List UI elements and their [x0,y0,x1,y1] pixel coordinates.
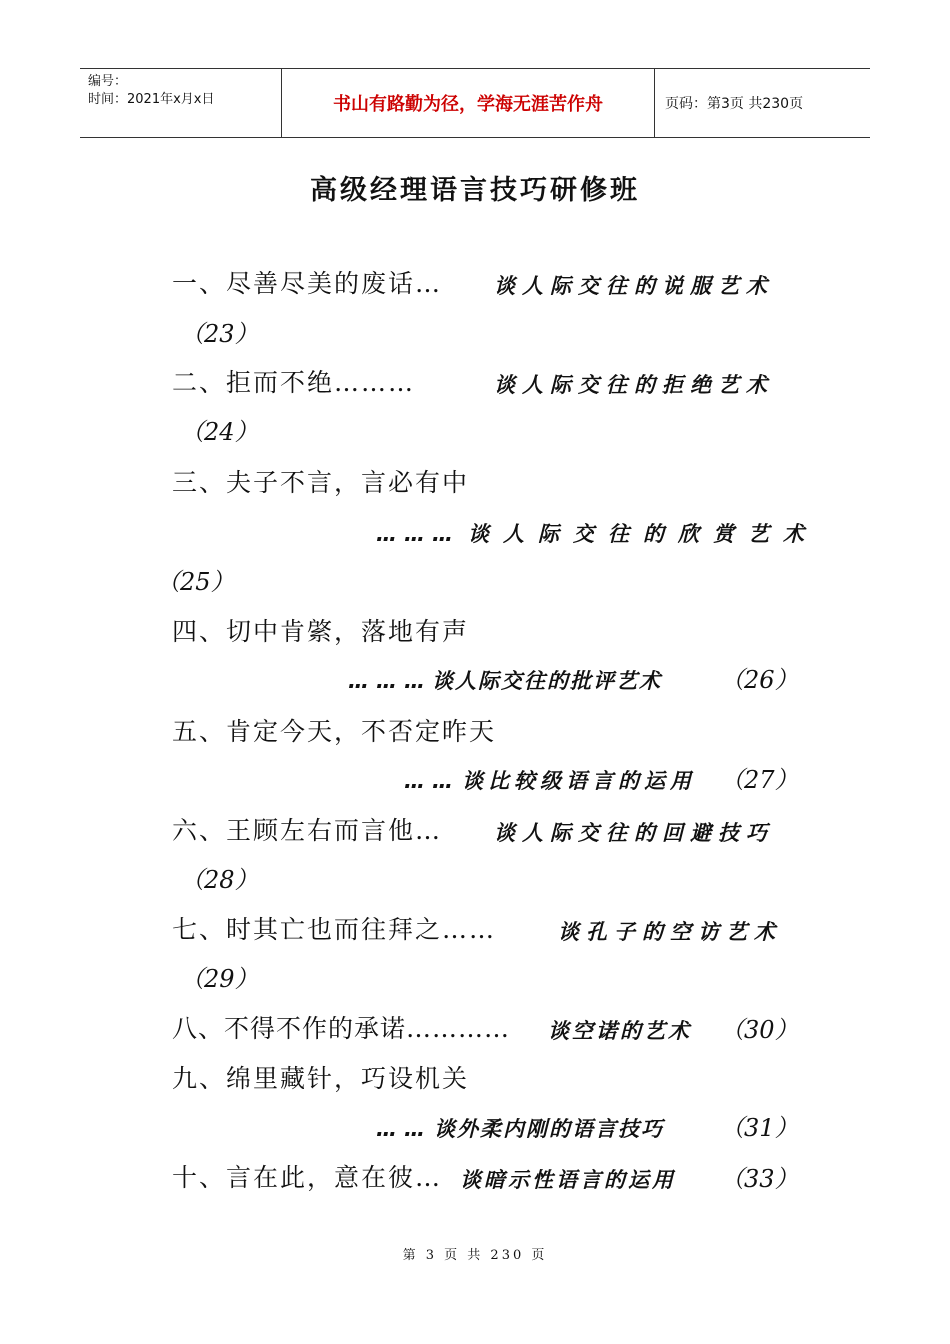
toc-item-5-lead: …… [404,769,460,793]
toc-item-3-page: （25） [156,568,235,596]
header-meta [80,69,282,137]
toc-item-5-sub: 谈比较级语言的运用 [462,769,696,793]
toc-item-10-sub: 谈暗示性语言的运用 [460,1168,676,1192]
toc-item-3-main: 三、夫子不言，言必有中 [172,468,470,497]
toc-item-9-main: 九、绵里藏针，巧设机关 [172,1064,470,1093]
number-label: 编号： [88,74,128,89]
toc-item-1-page: （23） [180,320,259,348]
header-page-info: 页码：第3页 共230页 [665,96,804,112]
toc-item-4-sub: 谈人际交往的批评艺术 [432,669,662,693]
toc-item-8-main: 八、不得不作的承诺………… [172,1014,511,1043]
toc-item-6-main: 六、王顾左右而言他… [172,816,443,845]
toc-item-3-sub: 谈人际交往的欣赏艺术 [468,522,818,546]
toc-item-7-sub: 谈孔子的空访艺术 [558,920,782,944]
toc-item-10-page: （33） [720,1165,799,1193]
toc-item-9-lead: …… [376,1117,432,1141]
toc-item-5-page: （27） [720,766,799,794]
toc-item-4-lead: ……… [348,669,432,693]
toc-item-10-main: 十、言在此，意在彼… [172,1163,443,1192]
toc-item-2-main: 二、拒而不绝……… [172,368,416,397]
toc-item-7-main: 七、时其亡也而往拜之…… [172,915,497,944]
document-title: 高级经理语言技巧研修班 [310,175,640,206]
toc-item-3-lead: ……… [376,522,460,546]
toc-item-1-main: 一、尽善尽美的废话… [172,269,443,298]
toc-item-1-sub: 谈人际交往的说服艺术 [494,274,774,298]
toc-item-9-page: （31） [720,1114,799,1142]
toc-item-9-sub: 谈外柔内刚的语言技巧 [434,1117,664,1141]
page-footer: 第 3 页 共 230 页 [402,1248,548,1263]
page-header [80,68,870,138]
toc-item-6-page: （28） [180,866,259,894]
toc-item-5-main: 五、肯定今天，不否定昨天 [172,717,497,746]
toc-item-2-sub: 谈人际交往的拒绝艺术 [494,373,774,397]
toc-item-7-page: （29） [180,965,259,993]
toc-item-2-page: （24） [180,418,259,446]
header-motto: 书山有路勤为径，学海无涯苦作舟 [282,69,655,137]
toc-item-8-sub: 谈空诺的艺术 [548,1019,692,1043]
toc-item-6-sub: 谈人际交往的回避技巧 [494,821,774,845]
toc-item-4-page: （26） [720,666,799,694]
toc-item-4-main: 四、切中肯綮，落地有声 [172,617,470,646]
time-label: 时间：2021年x月x日 [88,92,215,107]
toc-item-8-page: （30） [720,1016,799,1044]
